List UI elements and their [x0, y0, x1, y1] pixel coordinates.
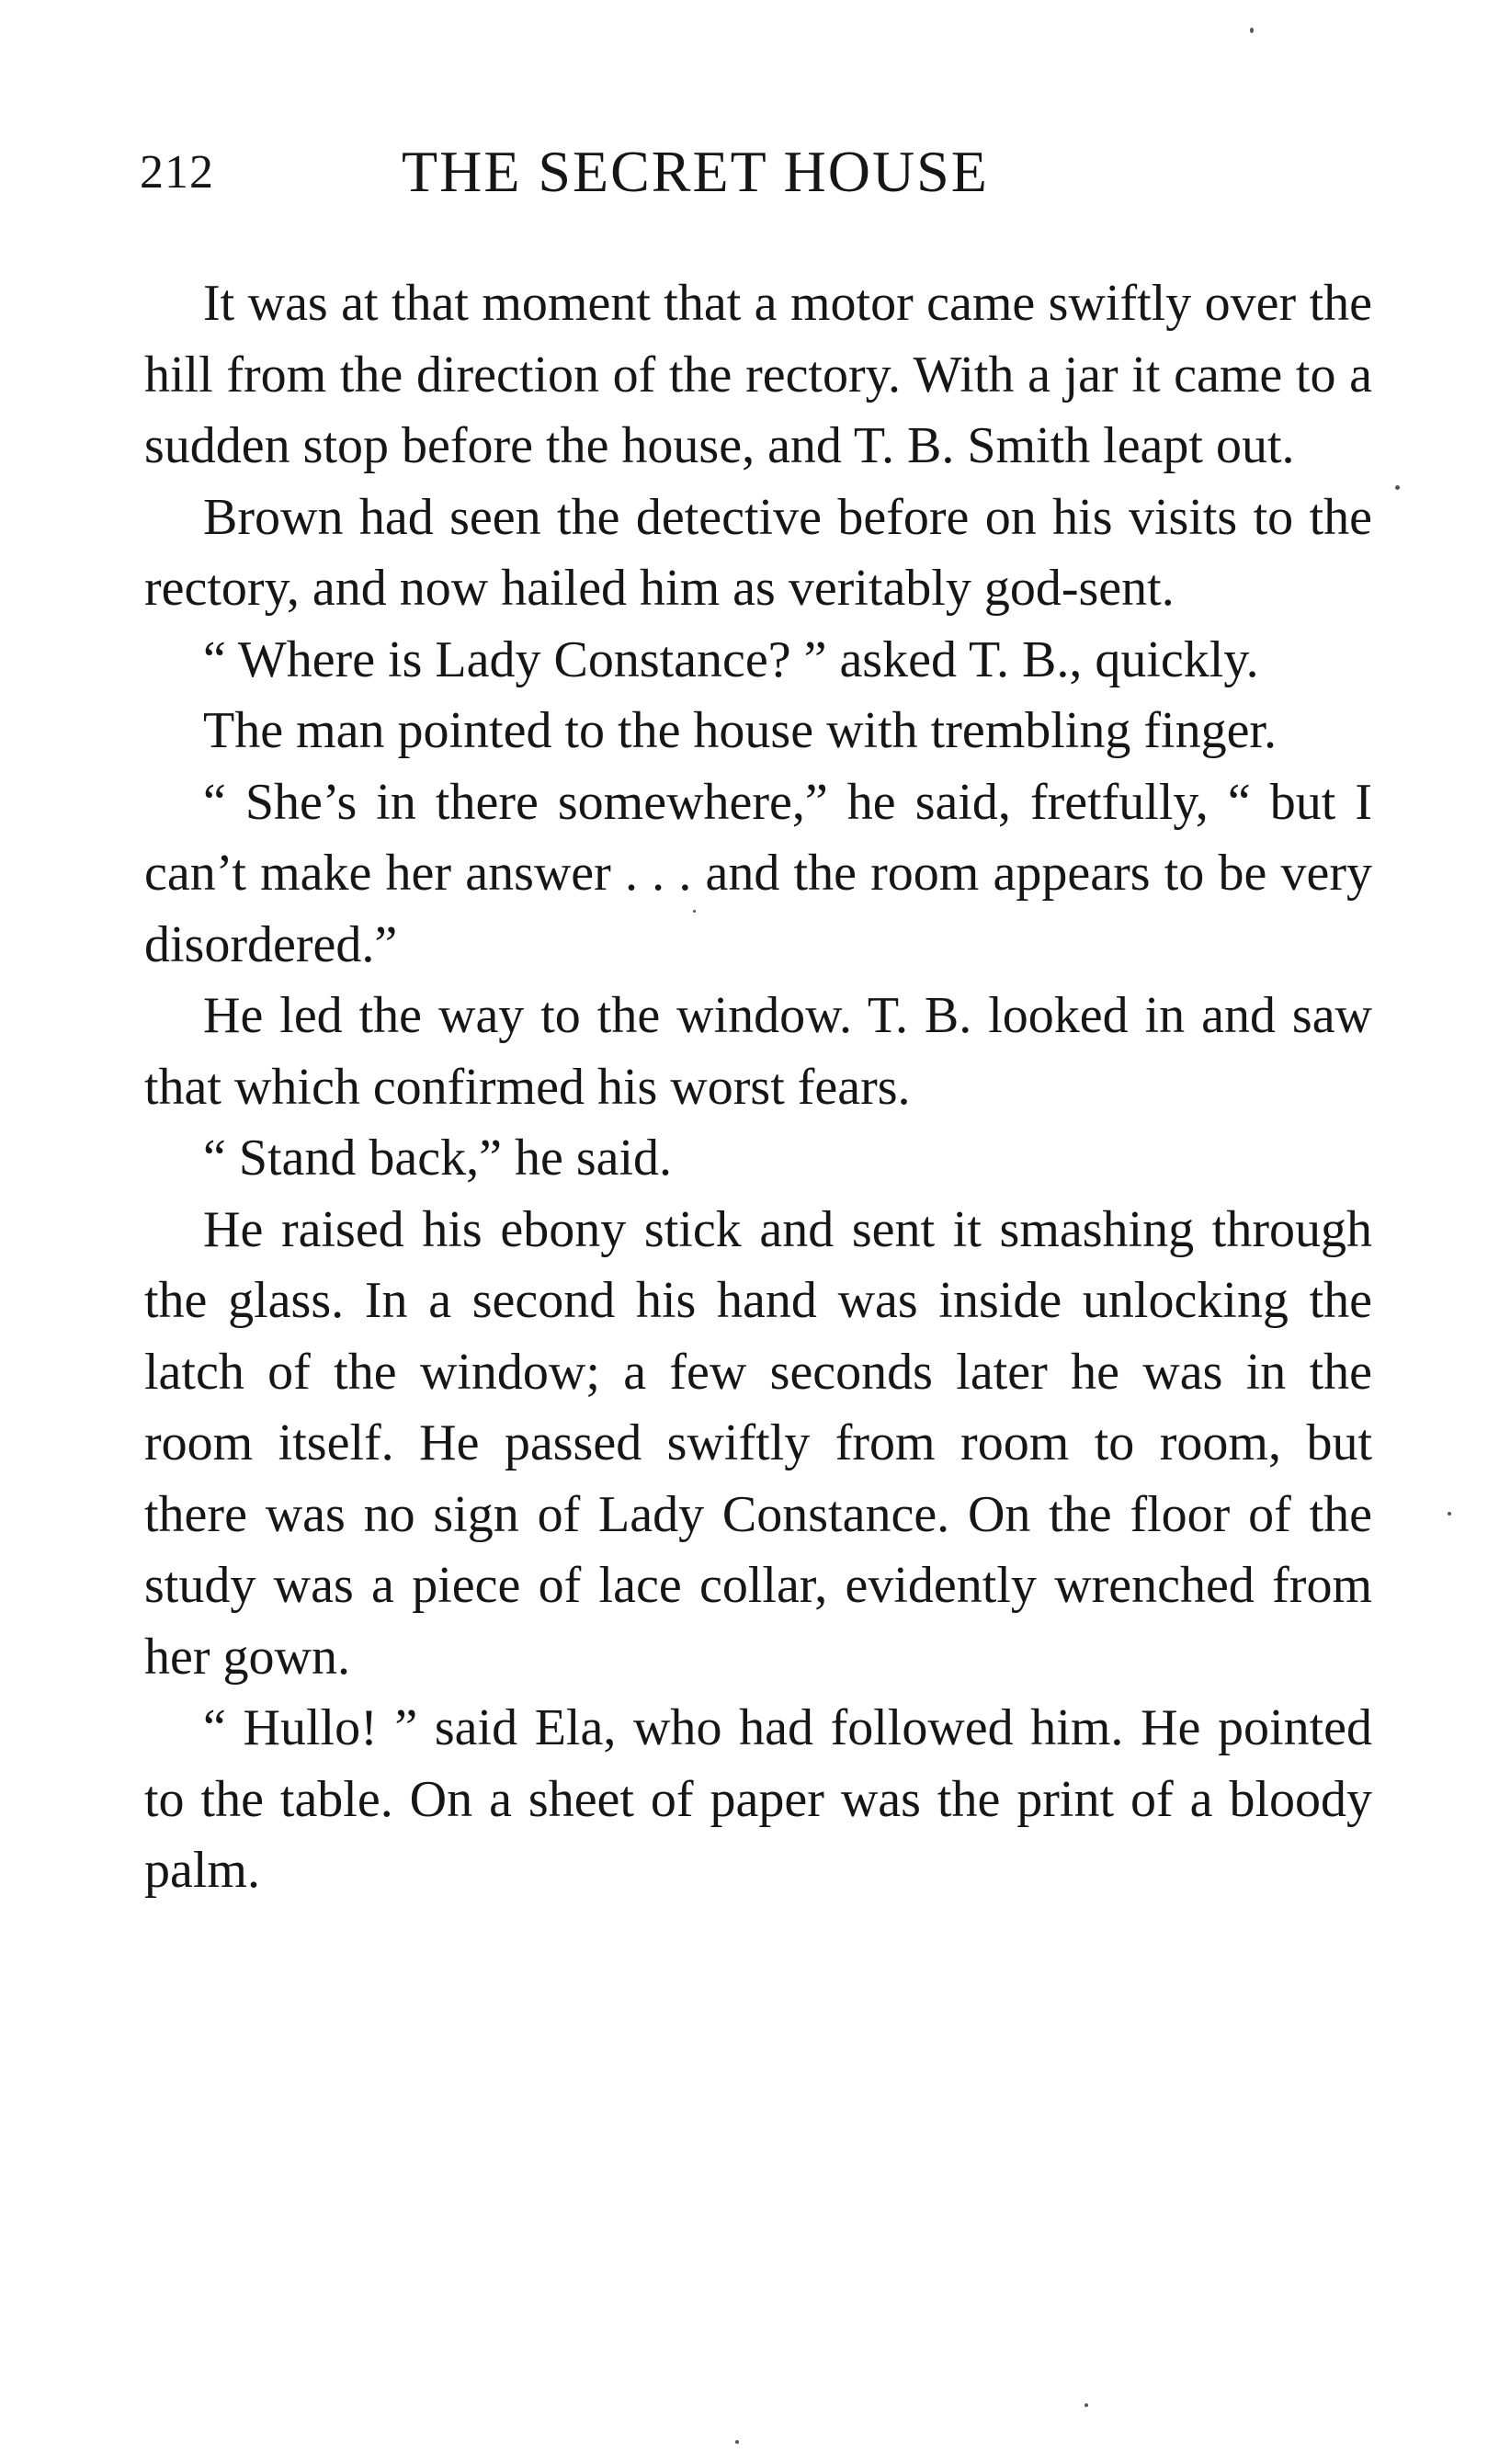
- paper-speck: [1448, 1512, 1451, 1516]
- paragraph-motor-arrives: It was at that moment that a motor came swiftly over the hill from the direction of the rectory. With a jar it came to a sudden stop before the house, and T. B. Smith leapt out.: [144, 275, 1372, 474]
- paragraph-smashing-glass: He raised his ebony stick and sent it smashing through the glass. In a second his hand was inside unlocking the latch of the window; a few seconds later he was in the room itself. He passed swiftly from room to room, but there was no sign of Lady Constance. On the floor of the study was a piece of lace collar, evidently wrenched from her gown.: [144, 1200, 1372, 1686]
- paragraph-bloody-palm: “ Hullo! ” said Ela, who had followed him. He pointed to the table. On a sheet of paper was the print of a bloody palm.: [144, 1699, 1372, 1899]
- book-title: THE SECRET HOUSE: [402, 139, 989, 204]
- paper-speck: [1395, 485, 1400, 490]
- paragraph-where-is-lady: “ Where is Lady Constance? ” asked T. B., quickly.: [203, 630, 1259, 688]
- paragraph-shes-in-there: “ She’s in there somewhere,” he said, fretfully, “ but I can’t make her answer . . . and the room appears to be very disordered.”: [144, 773, 1372, 973]
- paragraph-man-points: The man pointed to the house with trembling finger.: [203, 702, 1277, 759]
- running-head: [140, 138, 1371, 221]
- paper-speck: [693, 910, 696, 913]
- page-number: 212: [140, 146, 214, 199]
- body-text: [144, 268, 1372, 1907]
- paper-speck: [1085, 2403, 1088, 2407]
- paper-speck: [735, 2440, 739, 2444]
- paragraph-brown-hails: Brown had seen the detective before on his visits to the rectory, and now hailed him as veritably god-sent.: [144, 488, 1372, 617]
- paragraph-stand-back: “ Stand back,” he said.: [203, 1130, 673, 1187]
- paper-speck: [1250, 28, 1254, 33]
- paragraph-led-the-way: He led the way to the window. T. B. looked in and saw that which confirmed his worst fears.: [144, 987, 1372, 1116]
